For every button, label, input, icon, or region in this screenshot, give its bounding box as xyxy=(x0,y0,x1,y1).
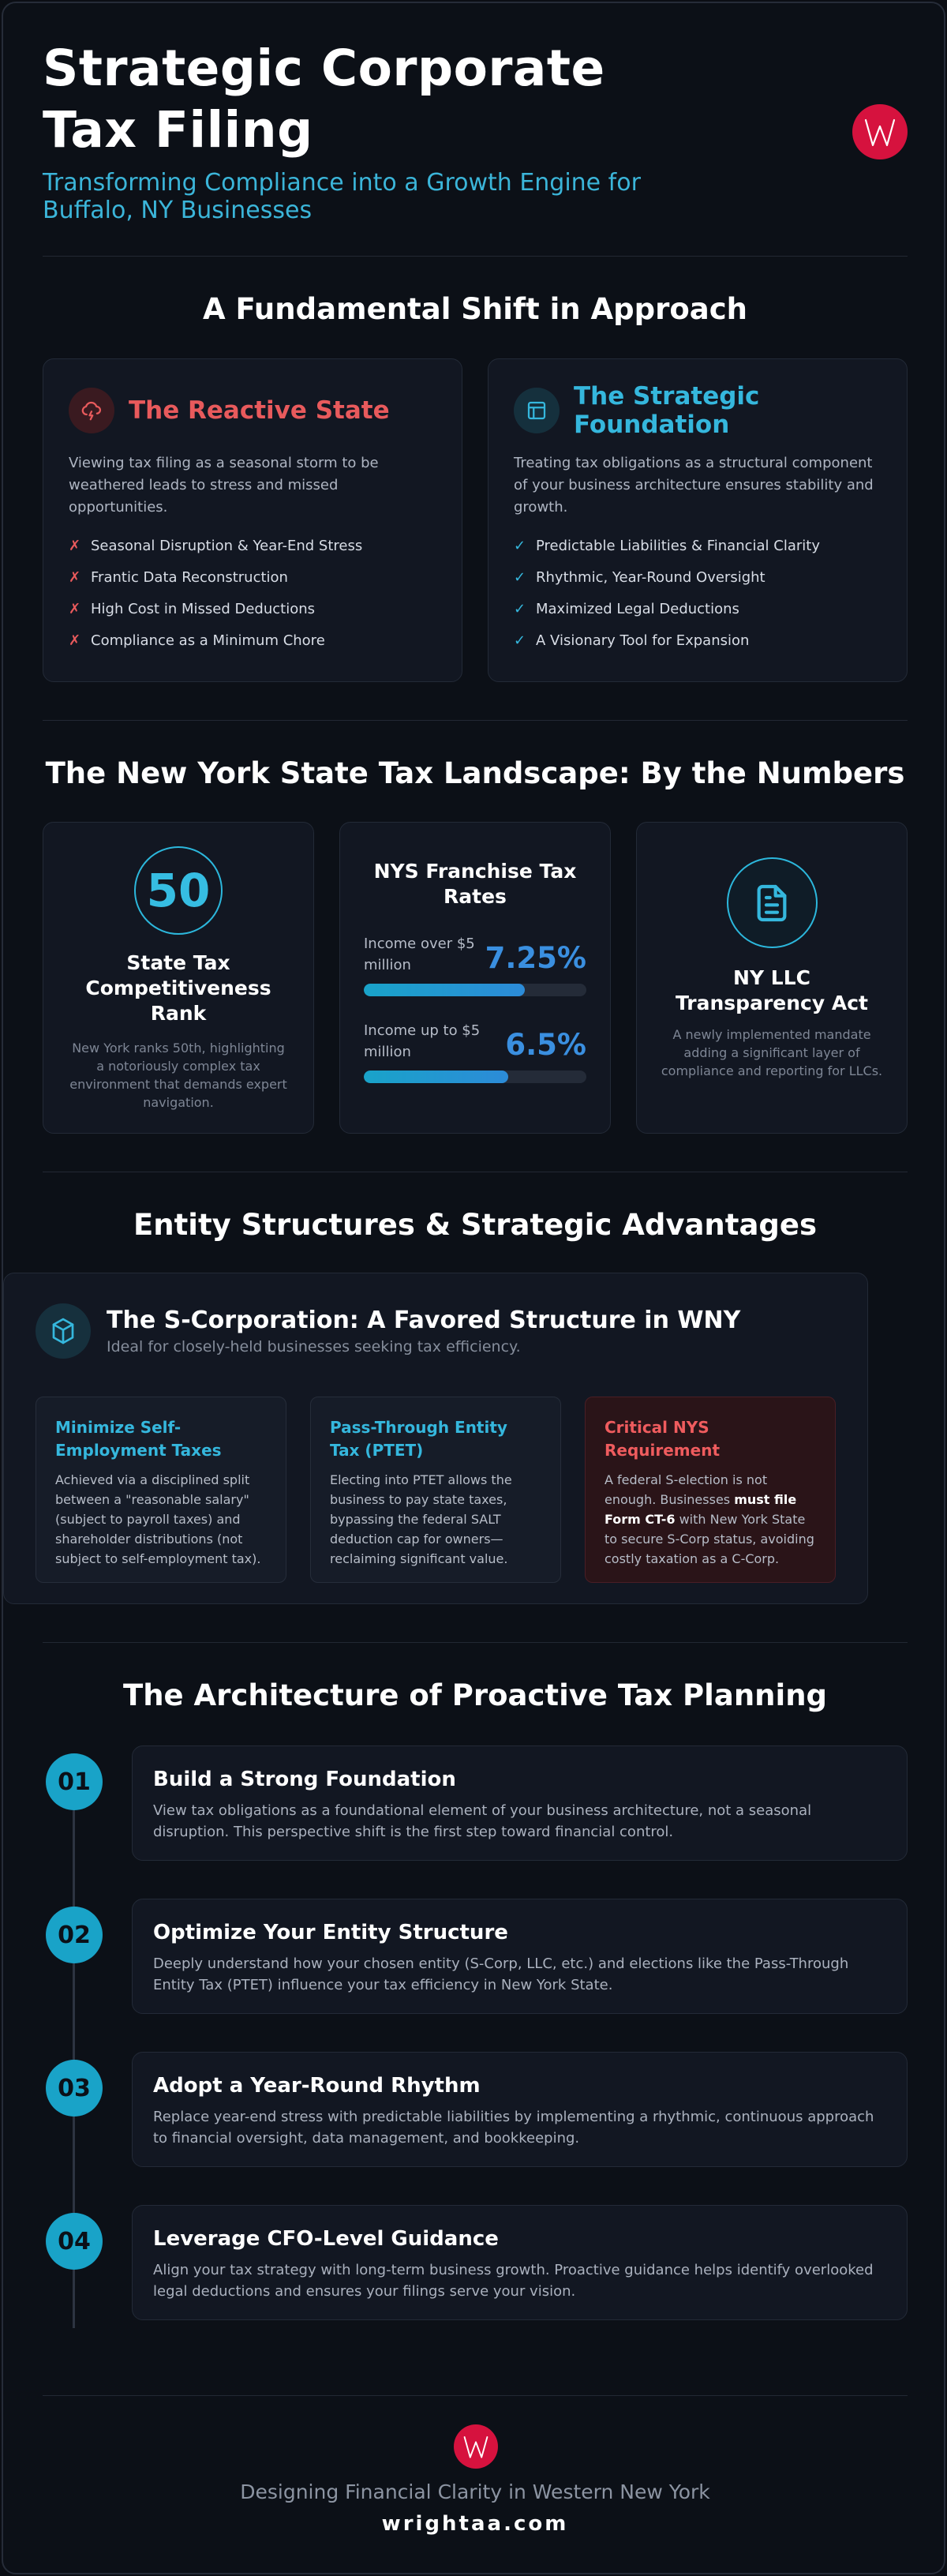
step-text: Replace year-end stress with predictable liabilities by implementing a rhythmic, continuous approach to financial oversight, data management, and bookkeeping. xyxy=(153,2109,874,2147)
step-card xyxy=(132,2052,908,2167)
w-monogram-icon xyxy=(852,104,908,159)
divider xyxy=(43,720,908,721)
step-number: 01 xyxy=(46,1753,103,1810)
page-subtitle: Transforming Compliance into a Growth Engine for Buffalo, NY Businesses xyxy=(43,169,641,224)
llc-transparency-description: A newly implemented mandate adding a significant layer of compliance and reporting for LLCs. xyxy=(661,1027,883,1078)
step-text: Align your tax strategy with long-term business growth. Proactive guidance helps identify overlooked legal deductions and ensures your filings serve your vision. xyxy=(153,2262,874,2300)
list-item xyxy=(69,569,436,587)
advantage-ptet xyxy=(310,1397,561,1583)
list-item-text: A Visionary Tool for Expansion xyxy=(536,632,750,649)
list-item xyxy=(69,601,436,618)
footer-tagline: Designing Financial Clarity in Western New York xyxy=(240,2480,710,2503)
rate-value: 7.25% xyxy=(485,941,586,975)
rank-title: State Tax Competitiveness Rank xyxy=(85,951,271,1025)
requirement-text: A federal S-election is not enough. Businesses must file Form CT-6 with New York State to secure S-Corp status, avoiding costly taxation as a C-Corp. xyxy=(605,1472,814,1566)
list-item xyxy=(514,632,881,650)
step-card xyxy=(132,1745,908,1861)
section-title-planning: The Architecture of Proactive Tax Planning xyxy=(122,1678,828,1712)
list-item xyxy=(69,538,436,555)
rate-bar xyxy=(364,1071,586,1083)
step-card xyxy=(132,1899,908,2014)
franchise-tax-card xyxy=(339,822,611,1134)
step-number: 04 xyxy=(46,2213,103,2270)
check-mark-icon: ✓ xyxy=(514,538,526,554)
cross-mark-icon: ✗ xyxy=(69,632,81,649)
advantage-text: Electing into PTET allows the business to pay state taxes, bypassing the federal SALT deduction cap for owners—reclaiming significant value. xyxy=(330,1472,512,1566)
rate-bar xyxy=(364,984,586,996)
s-corporation-subtitle: Ideal for closely-held businesses seeking tax efficiency. xyxy=(107,1338,521,1355)
page-title: Strategic Corporate Tax Filing xyxy=(43,39,605,159)
s-corporation-card xyxy=(3,1273,868,1604)
storm-cloud-icon xyxy=(69,388,114,433)
section-title-landscape: The New York State Tax Landscape: By the Numbers xyxy=(45,756,905,790)
reactive-state-list xyxy=(69,538,436,650)
list-item-text: Frantic Data Reconstruction xyxy=(91,569,288,586)
advantage-text: Achieved via a disciplined split between a "reasonable salary" (subject to payroll taxes) and shareholder distributions (not subject to self-employment tax). xyxy=(55,1472,261,1566)
rate-bar-fill xyxy=(364,984,525,996)
critical-nys-requirement xyxy=(585,1397,836,1583)
rate-item xyxy=(364,1020,586,1083)
strategic-foundation-title: The Strategic Foundation xyxy=(574,382,760,439)
list-item-text: Predictable Liabilities & Financial Clarity xyxy=(536,538,820,554)
strategic-foundation-description: Treating tax obligations as a structural component of your business architecture ensures stability and growth. xyxy=(514,455,874,516)
divider xyxy=(43,1642,908,1643)
rate-label: Income up to $5 million xyxy=(364,1022,481,1060)
rank-card xyxy=(43,822,314,1134)
section-title-shift: A Fundamental Shift in Approach xyxy=(202,292,748,326)
step-title: Adopt a Year-Round Rhythm xyxy=(153,2074,481,2098)
infographic-page xyxy=(2,2,945,2574)
check-mark-icon: ✓ xyxy=(514,569,526,586)
rank-value: 50 xyxy=(134,846,223,935)
header xyxy=(43,38,908,227)
list-item-text: Rhythmic, Year-Round Oversight xyxy=(536,569,765,586)
reactive-state-description: Viewing tax filing as a seasonal storm to be weathered leads to stress and missed opportunities. xyxy=(69,455,379,516)
check-mark-icon: ✓ xyxy=(514,601,526,617)
document-icon xyxy=(727,857,818,948)
w-monogram-icon xyxy=(454,2424,498,2469)
cube-icon xyxy=(36,1303,91,1359)
step-text: View tax obligations as a foundational element of your business architecture, not a seasonal disruption. This perspective shift is the first step toward financial control. xyxy=(153,1802,812,1840)
s-corporation-title: The S-Corporation: A Favored Structure in WNY xyxy=(107,1307,741,1334)
list-item xyxy=(514,538,881,555)
franchise-tax-title: NYS Franchise Tax Rates xyxy=(373,860,577,908)
strategic-foundation-list xyxy=(514,538,881,650)
divider xyxy=(43,256,908,257)
list-item-text: High Cost in Missed Deductions xyxy=(91,601,315,617)
rate-item xyxy=(364,933,586,996)
step-card xyxy=(132,2205,908,2320)
rate-bar-fill xyxy=(364,1071,508,1083)
llc-transparency-title: NY LLC Transparency Act xyxy=(676,966,868,1014)
divider xyxy=(43,2395,908,2396)
franchise-tax-rates xyxy=(364,933,586,1083)
advantage-title: Pass-Through Entity Tax (PTET) xyxy=(330,1418,507,1460)
cross-mark-icon: ✗ xyxy=(69,601,81,617)
advantage-title: Minimize Self-Employment Taxes xyxy=(55,1418,222,1460)
layout-icon xyxy=(514,388,560,433)
list-item xyxy=(69,632,436,650)
requirement-title: Critical NYS Requirement xyxy=(605,1418,721,1460)
step-title: Leverage CFO-Level Guidance xyxy=(153,2227,499,2251)
step-title: Build a Strong Foundation xyxy=(153,1768,456,1791)
list-item-text: Seasonal Disruption & Year-End Stress xyxy=(91,538,363,554)
list-item xyxy=(514,601,881,618)
rate-label: Income over $5 million xyxy=(364,936,475,973)
list-item xyxy=(514,569,881,587)
step-number: 02 xyxy=(46,1907,103,1963)
advantage-self-employment xyxy=(36,1397,286,1583)
step-number: 03 xyxy=(46,2060,103,2117)
reactive-state-card xyxy=(43,358,462,682)
reactive-state-title: The Reactive State xyxy=(129,396,390,425)
strategic-foundation-card xyxy=(488,358,908,682)
rank-description: New York ranks 50th, highlighting a notoriously complex tax environment that demands expert navigation. xyxy=(69,1041,287,1110)
llc-transparency-card xyxy=(636,822,908,1134)
step-title: Optimize Your Entity Structure xyxy=(153,1921,508,1944)
check-mark-icon: ✓ xyxy=(514,632,526,649)
section-title-entity: Entity Structures & Strategic Advantages xyxy=(133,1208,818,1242)
step-text: Deeply understand how your chosen entity (S-Corp, LLC, etc.) and elections like the Pass-Through Entity Tax (PTET) influence your tax efficiency in New York State. xyxy=(153,1955,849,1993)
list-item-text: Maximized Legal Deductions xyxy=(536,601,739,617)
cross-mark-icon: ✗ xyxy=(69,569,81,586)
cross-mark-icon: ✗ xyxy=(69,538,81,554)
footer-website-link[interactable]: wrightaa.com xyxy=(381,2512,569,2536)
rate-value: 6.5% xyxy=(505,1028,586,1062)
list-item-text: Compliance as a Minimum Chore xyxy=(91,632,325,649)
